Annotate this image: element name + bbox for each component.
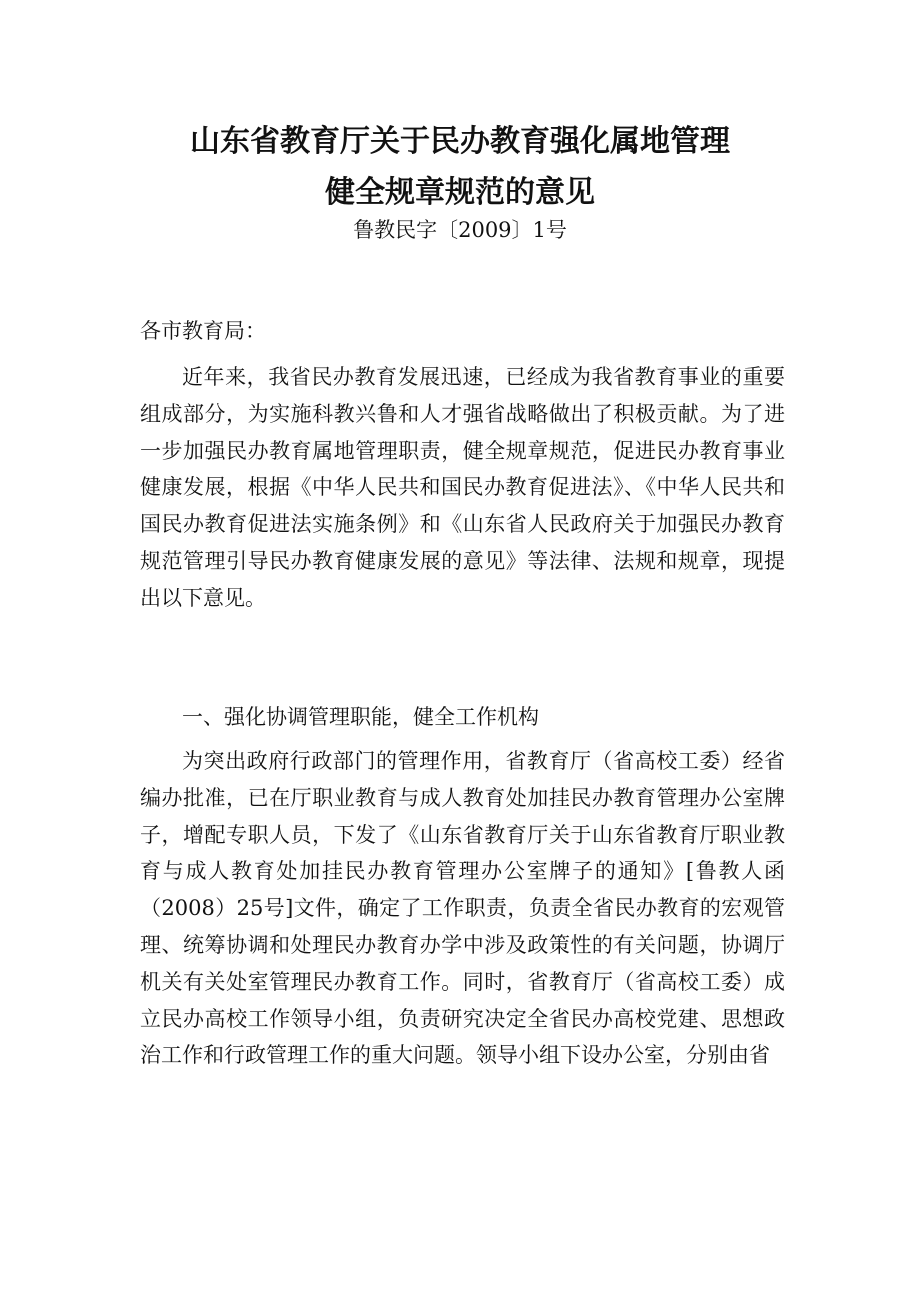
paragraph-section-1: 为突出政府行政部门的管理作用，省教育厅（省高校工委）经省编办批准，已在厅职业教育与成人教育处加挂民办教育管理办公室牌子，增配专职人员，下发了《山东省教育厅关于山东省教育厅职业教育与成人教育处加挂民办教育管理办公室牌子的通知》[鲁教人函（2008）25号]文件，确定了工作职责，负责全省民办教育的宏观管理、统筹协调和处理民办教育办学中涉及政策性的有关问题，协调厅机关有关处室管理民办教育工作。同时，省教育厅（省高校工委）成立民办高校工作领导小组，负责研究决定全省民办高校党建、思想政治工作和行政管理工作的重大问题。领导小组下设办公室，分别由省 xyxy=(140,749,785,1068)
document-title-line-1: 山东省教育厅关于民办教育强化属地管理 xyxy=(190,124,730,159)
document-title-line-2: 健全规章规范的意见 xyxy=(325,175,595,210)
document-number: 鲁教民字〔2009〕1号 xyxy=(353,218,567,242)
section-heading-1: 一、强化协调管理职能，健全工作机构 xyxy=(182,705,539,729)
paragraph-introduction: 近年来，我省民办教育发展迅速，已经成为我省教育事业的重要组成部分，为实施科教兴鲁和人才强省战略做出了积极贡献。为了进一步加强民办教育属地管理职责，健全规章规范，促进民办教育事业健康发展，根据《中华人民共和国民办教育促进法》、《中华人民共和国民办教育促进法实施条例》和《山东省人民政府关于加强民办教育规范管理引导民办教育健康发展的意见》等法律、法规和规章，现提出以下意见。 xyxy=(140,365,785,610)
salutation: 各市教育局： xyxy=(140,319,266,343)
